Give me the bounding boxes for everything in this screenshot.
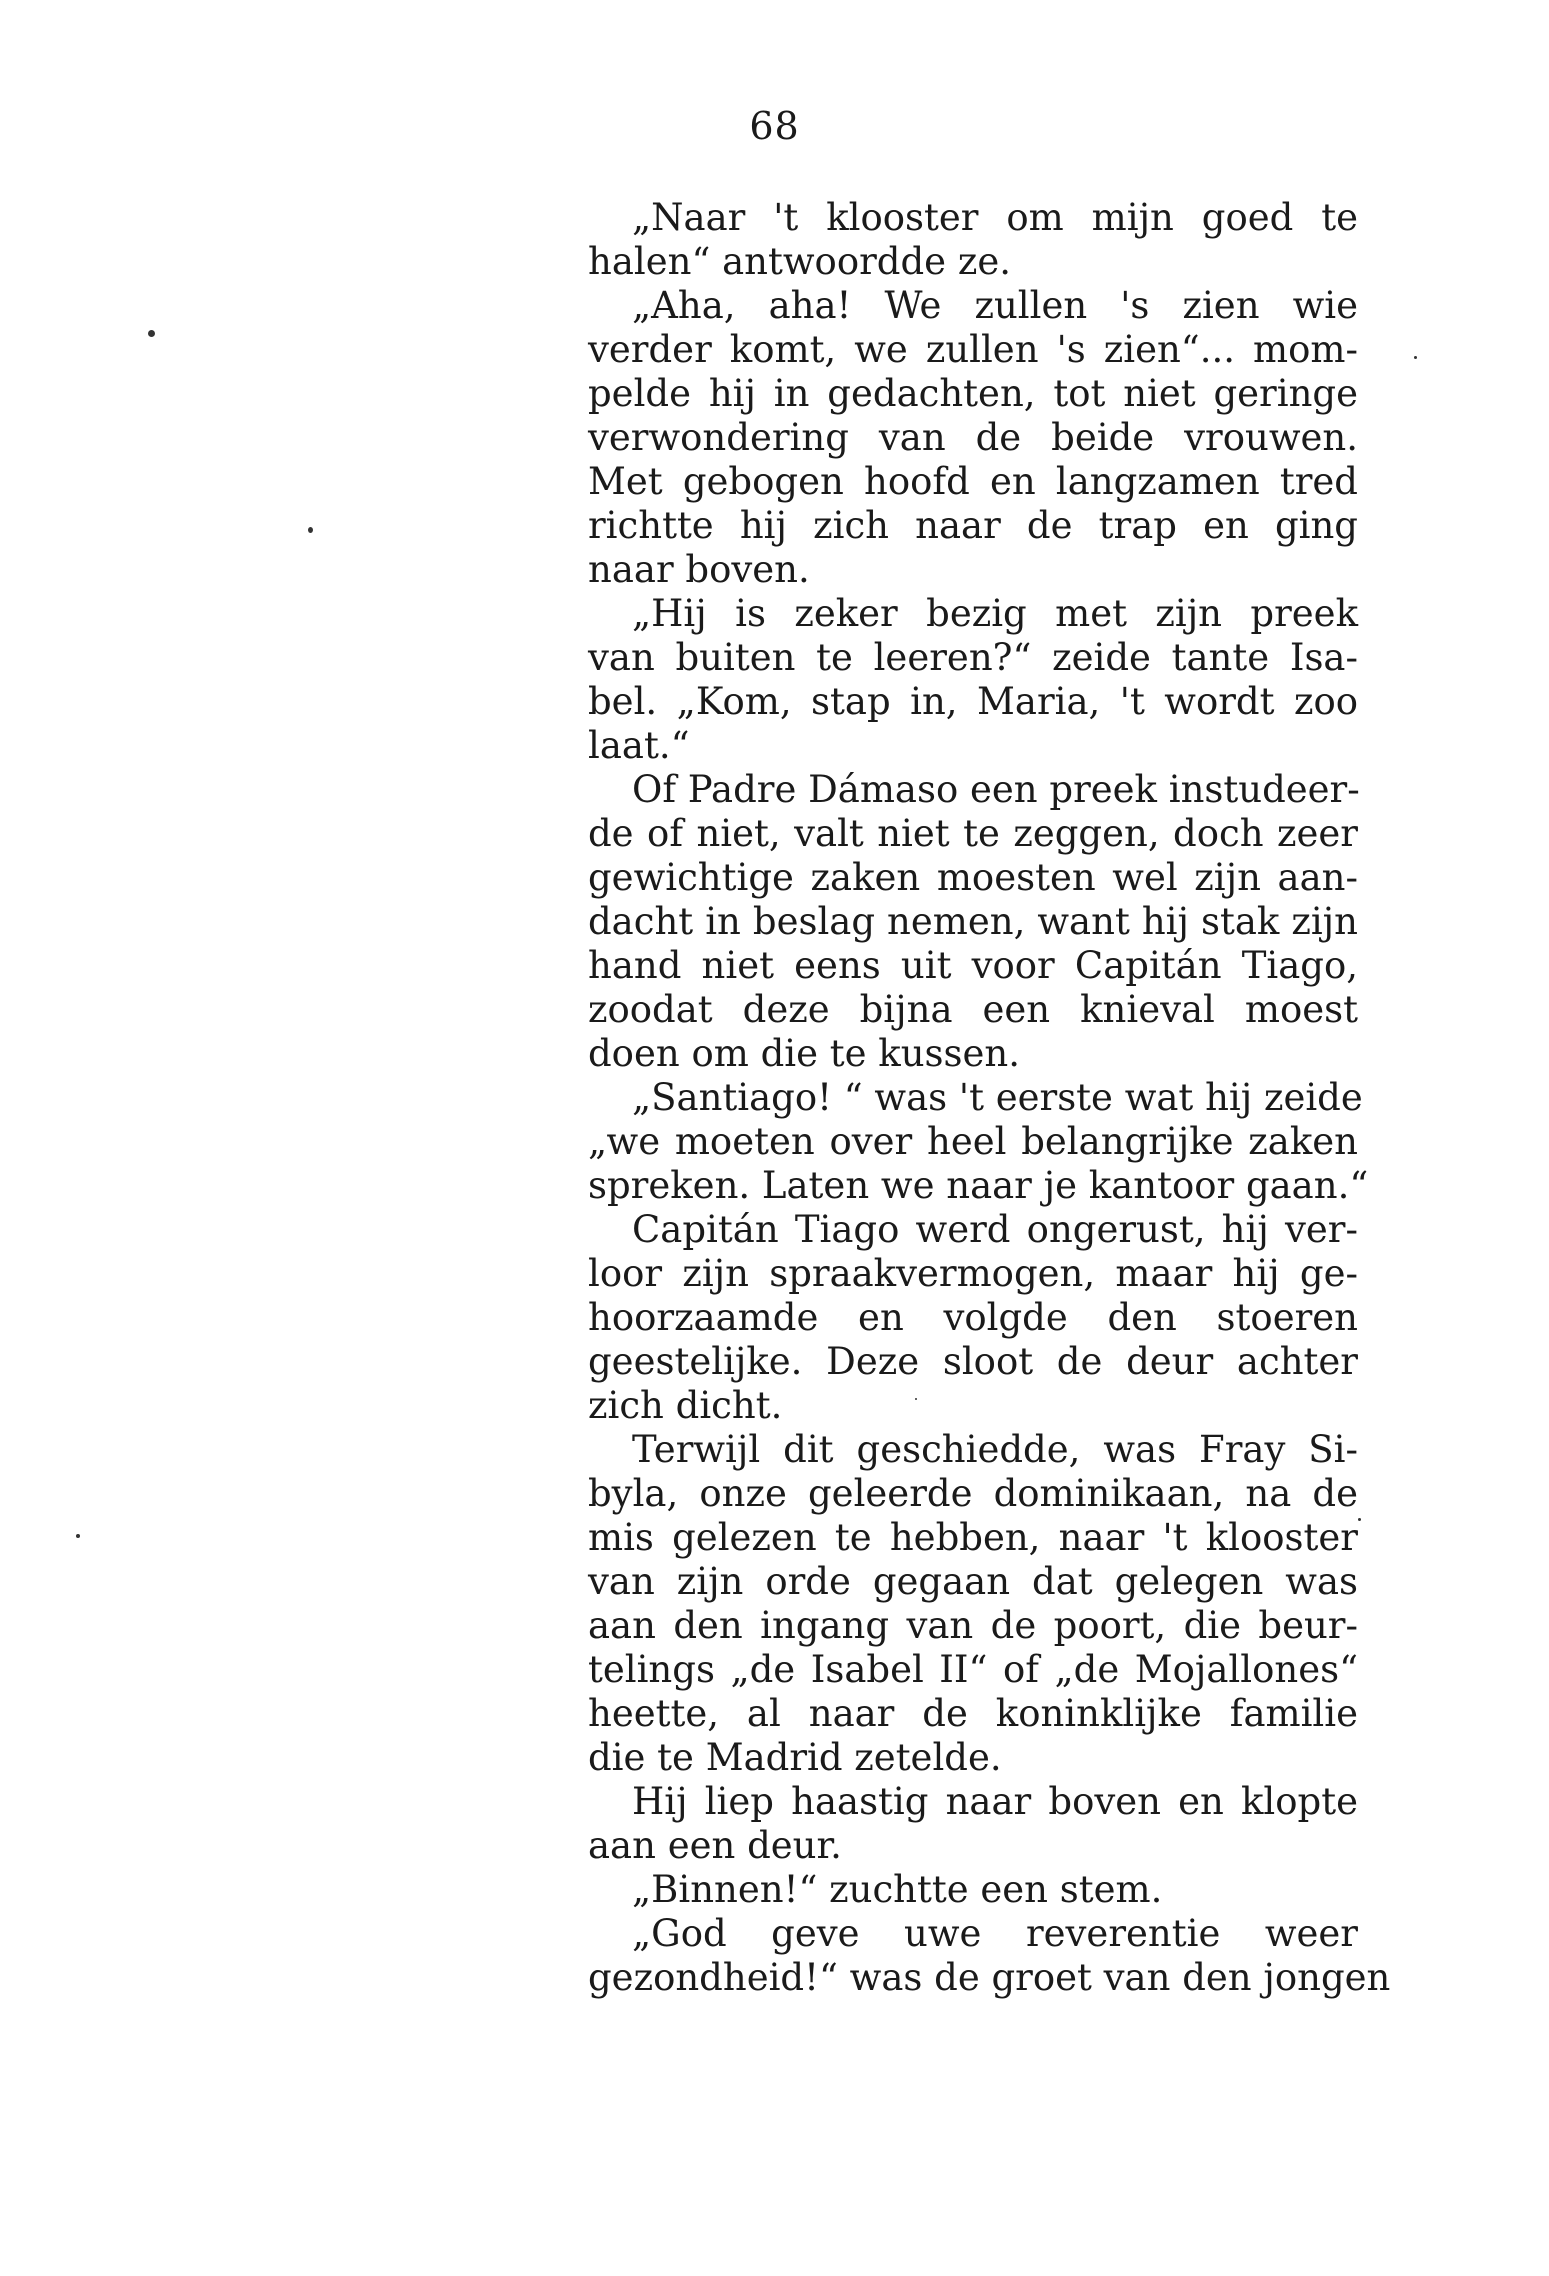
text-line: „Aha, aha! We zullen 's zien wie — [632, 284, 1358, 327]
text-line: hoorzaamde en volgde den stoeren — [588, 1296, 1358, 1339]
text-line: de of niet, valt niet te zeggen, doch zeer — [588, 812, 1358, 855]
text-line: bel. „Kom, stap in, Maria, 't wordt zoo — [588, 680, 1358, 723]
text-line: Hij liep haastig naar boven en klopte — [632, 1780, 1358, 1823]
text-line: laat.“ — [588, 724, 690, 767]
text-line: telings „de Isabel II“ of „de Mojallones“ — [588, 1648, 1358, 1691]
scan-speck — [1358, 1518, 1361, 1521]
text-line: gezondheid!“ was de groet van den jongen — [588, 1956, 1391, 1999]
text-line: „we moeten over heel belangrijke zaken — [588, 1120, 1358, 1163]
text-line: mis gelezen te hebben, naar 't klooster — [588, 1516, 1358, 1559]
text-line: aan een deur. — [588, 1824, 842, 1867]
text-line: „Binnen!“ zuchtte een stem. — [632, 1868, 1163, 1911]
text-line: Capitán Tiago werd ongerust, hij ver- — [632, 1208, 1358, 1251]
text-line: doen om die te kussen. — [588, 1032, 1020, 1075]
text-line: aan den ingang van de poort, die beur- — [588, 1604, 1358, 1647]
text-line: spreken. Laten we naar je kantoor gaan.“ — [588, 1164, 1369, 1207]
body-text — [588, 196, 1391, 2000]
scan-speck — [308, 527, 313, 533]
text-line: zoodat deze bijna een knieval moest — [588, 988, 1358, 1031]
text-line: halen“ antwoordde ze. — [588, 240, 1011, 283]
text-line: dacht in beslag nemen, want hij stak zijn — [588, 900, 1358, 943]
text-line: geestelijke. Deze sloot de deur achter — [588, 1340, 1358, 1383]
text-line: „Santiago! “ was 't eerste wat hij zeide — [632, 1076, 1363, 1119]
scan-speck — [915, 1398, 917, 1400]
text-line: heette, al naar de koninklijke familie — [588, 1692, 1358, 1735]
text-line: naar boven. — [588, 548, 810, 591]
text-line: loor zijn spraakvermogen, maar hij ge- — [588, 1252, 1358, 1295]
text-line: Met gebogen hoofd en langzamen tred — [588, 460, 1358, 503]
scan-speck — [76, 1534, 80, 1538]
text-line: Terwijl dit geschiedde, was Fray Si- — [632, 1428, 1358, 1471]
text-line: van buiten te leeren?“ zeide tante Isa- — [588, 636, 1358, 679]
text-line: die te Madrid zetelde. — [588, 1736, 1002, 1779]
text-line: hand niet eens uit voor Capitán Tiago, — [588, 944, 1358, 987]
text-line: verwondering van de beide vrouwen. — [588, 416, 1358, 459]
text-line: richtte hij zich naar de trap en ging — [588, 504, 1358, 547]
scan-speck — [1414, 356, 1417, 359]
text-line: van zijn orde gegaan dat gelegen was — [588, 1560, 1358, 1603]
text-line: zich dicht. — [588, 1384, 783, 1427]
page-number: 68 — [749, 104, 800, 148]
text-line: Of Padre Dámaso een preek instudeer- — [632, 768, 1360, 811]
text-line: pelde hij in gedachten, tot niet geringe — [588, 372, 1358, 415]
text-line: „Naar 't klooster om mijn goed te — [632, 196, 1358, 239]
text-line: gewichtige zaken moesten wel zijn aan- — [588, 856, 1358, 899]
text-line: „God geve uwe reverentie weer — [632, 1912, 1358, 1955]
text-line: byla, onze geleerde dominikaan, na de — [588, 1472, 1358, 1515]
scan-speck — [148, 330, 155, 337]
text-line: verder komt, we zullen 's zien“... mom- — [588, 328, 1358, 371]
text-line: „Hij is zeker bezig met zijn preek — [632, 592, 1358, 635]
